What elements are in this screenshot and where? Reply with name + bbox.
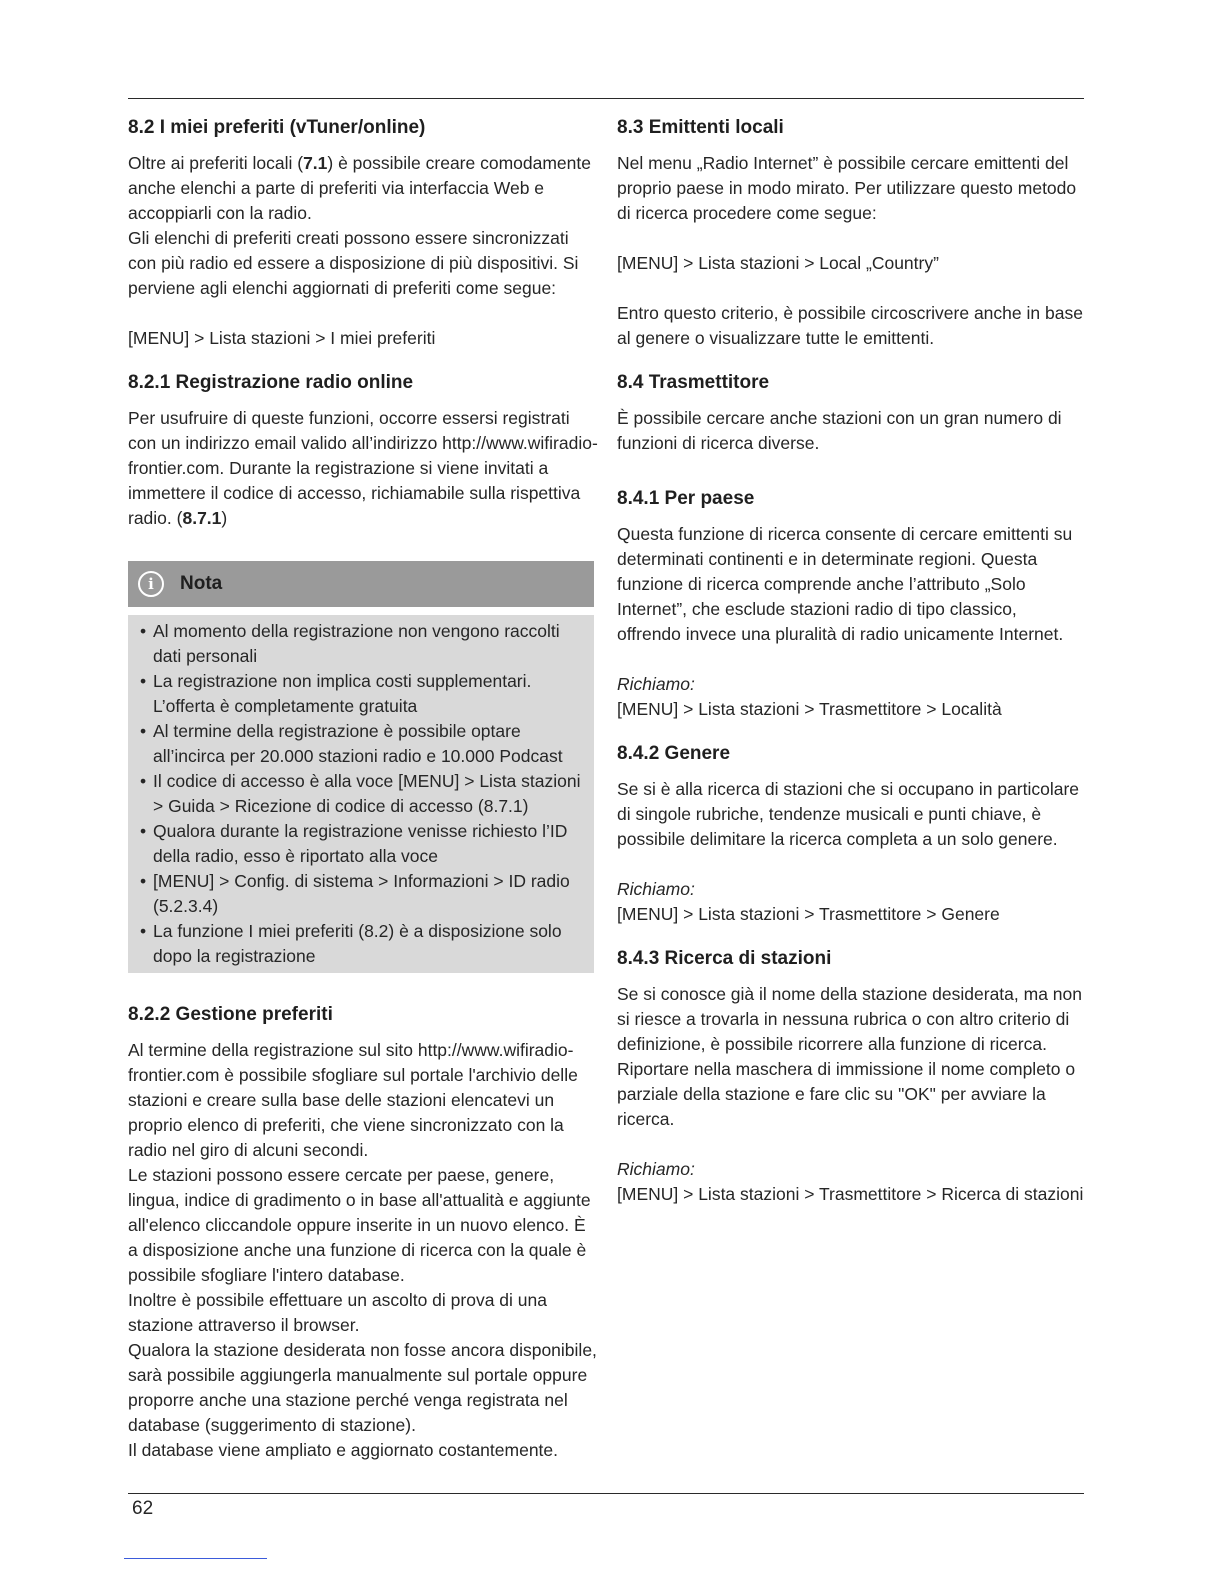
- page-number: 62: [132, 1498, 154, 1519]
- section-8-4-2-title: 8.4.2 Genere: [617, 743, 731, 764]
- note-body: [128, 615, 594, 973]
- section-8-3-para-1: Nel menu „Radio Internet” è possibile cercare emittenti del proprio paese in modo mirato. Per utilizzare questo metodo di ricerca procedere come segue:: [617, 153, 1077, 223]
- note-item: • Al momento della registrazione non vengono raccolti dati personali: [136, 619, 586, 669]
- section-8-4-title: 8.4 Trasmettitore: [617, 372, 770, 393]
- note-header: [128, 561, 594, 607]
- ref-7-1: 7.1: [303, 153, 328, 173]
- note-item: • Il codice di accesso è alla voce [MENU] > Lista stazioni > Guida > Ricezione di codice di accesso (8.7.1): [136, 769, 586, 819]
- section-8-3-title: 8.3 Emittenti locali: [617, 117, 784, 138]
- section-8-2-1-title: 8.2.1 Registrazione radio online: [128, 372, 414, 393]
- section-8-4-para: È possibile cercare anche stazioni con un gran numero di funzioni di ricerca diverse.: [617, 408, 1062, 453]
- note-item: • La registrazione non implica costi supplementari. L’offerta è completamente gratuita: [136, 669, 586, 719]
- section-8-4-1-label: Richiamo:: [617, 674, 695, 694]
- section-8-2-para-1: Oltre ai preferiti locali (7.1) è possibile creare comodamente anche elenchi a parte di preferiti via interfaccia Web e accoppiarli con la radio.: [128, 153, 591, 223]
- section-8-4-1-menu-path: [MENU] > Lista stazioni > Trasmettitore > Località: [617, 699, 1002, 719]
- section-8-4-3-menu-path: [MENU] > Lista stazioni > Trasmettitore > Ricerca di stazioni: [617, 1184, 1084, 1204]
- section-8-4-3-title: 8.4.3 Ricerca di stazioni: [617, 948, 832, 969]
- section-8-2-1-para: Per usufruire di queste funzioni, occorre essersi registrati con un indirizzo email valido all’indirizzo http://www.wifiradio-frontier.com. Durante la registrazione si viene invitati a immettere il codice di accesso, richiamabile sulla rispettiva radio. (8.7.1): [128, 408, 598, 528]
- footer-rule: [128, 1493, 1084, 1494]
- section-8-4-3-para: Se si conosce già il nome della stazione desiderata, ma non si riesce a trovarla in nessuna rubrica o con altro criterio di definizione, è possibile ricorrere alla funzione di ricerca. Riportare nella maschera di immissione il nome completo o parziale della stazione e fare clic su "OK" per avviare la ricerca.: [617, 984, 1082, 1129]
- note-item: • Al termine della registrazione è possibile optare all’incirca per 20.000 stazioni radio e 10.000 Podcast: [136, 719, 586, 769]
- note-list: [136, 619, 586, 969]
- section-8-4-3-label: Richiamo:: [617, 1159, 695, 1179]
- header-rule: [128, 98, 1084, 99]
- section-8-4-2-para: Se si è alla ricerca di stazioni che si occupano in particolare di singole rubriche, tendenze musicali e punti chiave, è possibile delimitare la ricerca completa a un solo genere.: [617, 779, 1080, 849]
- section-8-2-2-para-1: Al termine della registrazione sul sito http://www.wifiradio-frontier.com è possibile sfogliare sul portale l'archivio delle stazioni e creare sulla base delle stazioni elencatevi un proprio elenco di preferiti, che viene sincronizzato con la radio nel giro di alcuni secondi.: [128, 1040, 578, 1160]
- section-8-2-2-para-4: Qualora la stazione desiderata non fosse ancora disponibile, sarà possibile aggiungerla manualmente sul portale oppure proporre anche una stazione perché venga registrata nel database (suggerimento di stazione).: [128, 1340, 597, 1435]
- section-8-2-title: 8.2 I miei preferiti (vTuner/online): [128, 117, 426, 138]
- section-8-3-para-2: Entro questo criterio, è possibile circoscrivere anche in base al genere o visualizzare tutte le emittenti.: [617, 303, 1083, 348]
- section-8-4-2-label: Richiamo:: [617, 879, 695, 899]
- section-8-2-para-2: Gli elenchi di preferiti creati possono essere sincronizzati con più radio ed essere a disposizione di più dispositivi. Si perviene agli elenchi aggiornati di preferiti come segue:: [128, 228, 579, 298]
- note-box: [128, 561, 594, 973]
- note-item: • Qualora durante la registrazione venisse richiesto l’ID della radio, esso è riportato alla voce: [136, 819, 586, 869]
- section-8-2-2-para-2: Le stazioni possono essere cercate per paese, genere, lingua, indice di gradimento o in base all'attualità e aggiunte all'elenco cliccandole oppure inserite in un nuovo elenco. È a disposizione anche una funzione di ricerca con la quale è possibile sfogliare l'intero database.: [128, 1165, 591, 1285]
- left-column: [128, 114, 598, 1463]
- section-8-2-menu-path: [MENU] > Lista stazioni > I miei preferiti: [128, 328, 436, 348]
- section-8-4-2-menu-path: [MENU] > Lista stazioni > Trasmettitore > Genere: [617, 904, 1000, 924]
- section-8-3-menu-path: [MENU] > Lista stazioni > Local „Country”: [617, 253, 939, 273]
- right-column: [617, 114, 1084, 1207]
- section-8-4-1-title: 8.4.1 Per paese: [617, 488, 755, 509]
- note-item: • [MENU] > Config. di sistema > Informazioni > ID radio (5.2.3.4): [136, 869, 586, 919]
- section-8-4-1-para: Questa funzione di ricerca consente di cercare emittenti su determinati continenti e in determinate regioni. Questa funzione di ricerca comprende anche l’attributo „Solo Internet”, che esclude stazioni radio di tipo classico, offrendo invece una pluralità di radio unicamente Internet.: [617, 524, 1073, 644]
- section-8-2-2-para-5: Il database viene ampliato e aggiornato costantemente.: [128, 1440, 559, 1460]
- footer-accent-line: [124, 1558, 267, 1559]
- note-item: • La funzione I miei preferiti (8.2) è a disposizione solo dopo la registrazione: [136, 919, 586, 969]
- info-icon: i: [138, 571, 164, 597]
- section-8-2-2-title: 8.2.2 Gestione preferiti: [128, 1004, 333, 1025]
- section-8-2-2-para-3: Inoltre è possibile effettuare un ascolto di prova di una stazione attraverso il browser.: [128, 1290, 547, 1335]
- note-title: Nota: [180, 573, 223, 594]
- ref-8-7-1: 8.7.1: [182, 508, 222, 528]
